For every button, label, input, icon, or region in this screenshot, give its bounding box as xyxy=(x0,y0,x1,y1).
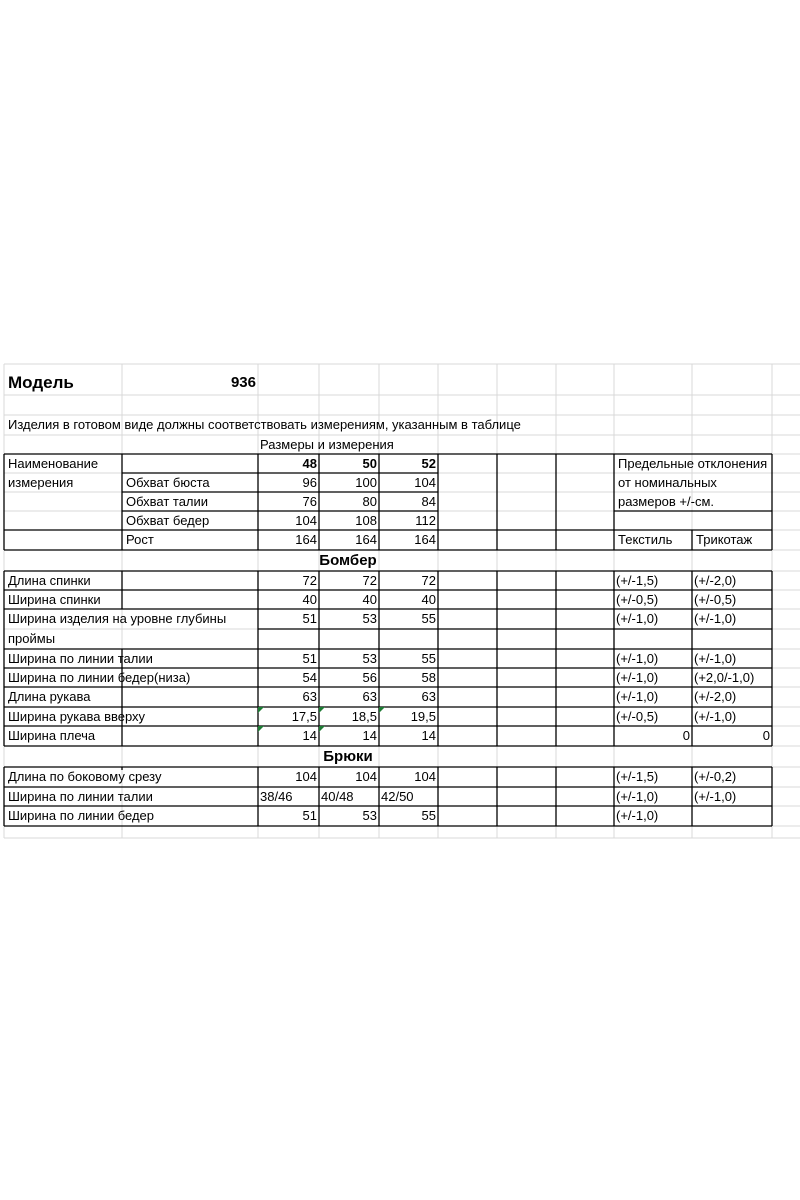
trousers-row-label: Ширина по линии талии xyxy=(8,789,153,804)
trousers-value: 42/50 xyxy=(381,789,414,804)
knit-tolerance: (+/-2,0) xyxy=(694,689,737,704)
textile-tolerance: (+/-1,5) xyxy=(616,573,659,588)
textile-header: Текстиль xyxy=(618,532,673,547)
trousers-value: 104 xyxy=(355,769,377,784)
bomber-value: 55 xyxy=(421,651,436,666)
bomber-row-label: Ширина по линии бедер(низа) xyxy=(8,670,191,685)
measure-label: Обхват талии xyxy=(126,494,209,509)
bomber-row-label: Ширина по линии талии xyxy=(8,651,153,666)
tolerance-header-2: от номинальных xyxy=(618,475,717,490)
bomber-row-label: Длина спинки xyxy=(8,573,91,588)
measure-value: 108 xyxy=(355,513,377,528)
textile-tolerance: (+/-1,0) xyxy=(616,670,659,685)
bomber-value: 63 xyxy=(302,689,317,704)
measure-value: 76 xyxy=(302,494,317,509)
bomber-value: 40 xyxy=(362,592,377,607)
measure-label: Рост xyxy=(126,532,154,547)
measure-value: 164 xyxy=(355,532,377,547)
textile-tolerance: (+/-1,0) xyxy=(616,789,659,804)
knit-tolerance: (+/-1,0) xyxy=(694,611,737,626)
measure-value: 164 xyxy=(414,532,436,547)
bomber-value: 17,5 xyxy=(291,709,317,724)
bomber-value: 14 xyxy=(362,728,377,743)
measure-value: 100 xyxy=(355,475,377,490)
trousers-row-label: Ширина по линии бедер xyxy=(8,808,155,823)
measure-value: 104 xyxy=(295,513,317,528)
measure-value: 104 xyxy=(414,475,436,490)
bomber-value: 63 xyxy=(421,689,436,704)
sizes-title: Размеры и измерения xyxy=(260,437,394,452)
name-header-1: Наименование xyxy=(8,456,99,471)
bomber-row-label: Ширина плеча xyxy=(8,728,96,743)
name-header-2: измерения xyxy=(8,475,74,490)
measure-value: 164 xyxy=(295,532,317,547)
textile-tolerance: (+/-1,0) xyxy=(616,689,659,704)
bomber-value: 72 xyxy=(362,573,377,588)
trousers-value: 104 xyxy=(295,769,317,784)
bomber-value: 14 xyxy=(421,728,436,743)
tolerance-header-3: размеров +/-см. xyxy=(618,494,715,509)
bomber-value: 55 xyxy=(421,611,436,626)
bomber-row-label: Ширина изделия на уровне глубины xyxy=(8,611,227,626)
knit-header: Трикотаж xyxy=(696,532,753,547)
trousers-value: 40/48 xyxy=(321,789,354,804)
textile-tolerance: (+/-0,5) xyxy=(616,709,659,724)
measure-label: Обхват бедер xyxy=(126,513,210,528)
knit-tolerance: (+/-1,0) xyxy=(694,651,737,666)
measure-value: 96 xyxy=(302,475,317,490)
bomber-value: 51 xyxy=(302,651,317,666)
bomber-value: 53 xyxy=(362,651,377,666)
bomber-value: 72 xyxy=(302,573,317,588)
bomber-title: Бомбер xyxy=(319,552,377,569)
trousers-value: 53 xyxy=(362,808,377,823)
requirement-note: Изделия в готовом виде должны соответствовать измерениям, указанным в таблице xyxy=(8,417,521,432)
trousers-value: 55 xyxy=(421,808,436,823)
bomber-value: 40 xyxy=(302,592,317,607)
trousers-value: 104 xyxy=(414,769,436,784)
trousers-title: Брюки xyxy=(323,748,373,765)
textile-tolerance: (+/-1,5) xyxy=(616,769,659,784)
textile-tolerance: (+/-1,0) xyxy=(616,808,659,823)
bomber-value: 40 xyxy=(421,592,436,607)
textile-tolerance: 0 xyxy=(682,728,690,743)
bomber-row-label: Длина рукава xyxy=(8,689,91,704)
model-label: Модель xyxy=(8,373,74,392)
textile-tolerance: (+/-1,0) xyxy=(616,611,659,626)
bomber-row-label: Ширина рукава вверху xyxy=(8,709,146,724)
size-48: 48 xyxy=(302,456,317,471)
knit-tolerance: (+/-2,0) xyxy=(694,573,737,588)
knit-tolerance: (+/-1,0) xyxy=(694,709,737,724)
textile-tolerance: (+/-0,5) xyxy=(616,592,659,607)
bomber-value: 54 xyxy=(302,670,317,685)
measure-value: 112 xyxy=(415,513,436,528)
tolerance-header-1: Предельные отклонения xyxy=(618,456,768,471)
knit-tolerance: (+/-1,0) xyxy=(694,789,737,804)
bomber-value: 53 xyxy=(362,611,377,626)
bomber-value: 58 xyxy=(421,670,436,685)
bomber-value: 14 xyxy=(302,728,317,743)
knit-tolerance: 0 xyxy=(762,728,770,743)
size-52: 52 xyxy=(421,456,436,471)
knit-tolerance xyxy=(690,806,772,825)
textile-tolerance: (+/-1,0) xyxy=(616,651,659,666)
bomber-value: 63 xyxy=(362,689,377,704)
bomber-row-label-continued: проймы xyxy=(8,631,56,646)
bomber-value: 72 xyxy=(421,573,436,588)
model-number: 936 xyxy=(230,374,256,391)
measure-label: Обхват бюста xyxy=(126,475,210,490)
measure-value: 84 xyxy=(421,494,436,509)
trousers-value: 51 xyxy=(302,808,317,823)
bomber-value: 56 xyxy=(362,670,377,685)
trousers-value: 38/46 xyxy=(260,789,293,804)
bomber-value: 18,5 xyxy=(351,709,377,724)
measure-value: 80 xyxy=(362,494,377,509)
knit-tolerance: (+/-0,5) xyxy=(694,592,737,607)
bomber-value: 51 xyxy=(302,611,317,626)
bomber-value: 19,5 xyxy=(410,709,436,724)
knit-tolerance: (+/-0,2) xyxy=(694,769,737,784)
trousers-row-label: Длина по боковому срезу xyxy=(8,769,162,784)
knit-tolerance: (+2,0/-1,0) xyxy=(694,670,755,685)
size-50: 50 xyxy=(362,456,377,471)
bomber-row-label: Ширина спинки xyxy=(8,592,101,607)
